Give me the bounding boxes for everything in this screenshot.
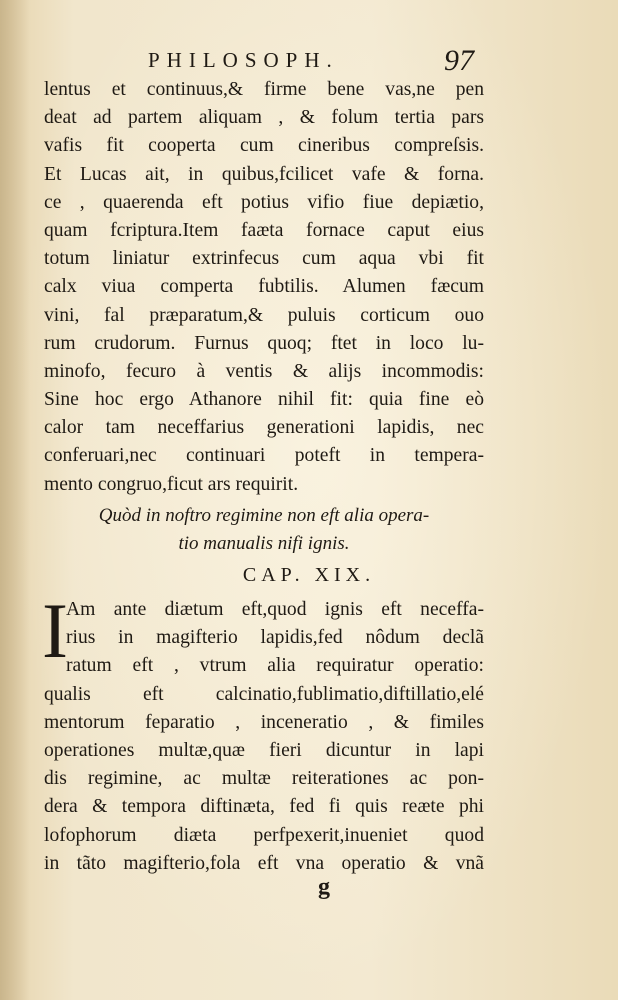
text-line: mentorum feparatio , inceneratio , & fimiles <box>44 711 484 733</box>
text-line: dis regimine, ac multæ reiterationes ac pon- <box>44 768 484 790</box>
text-line: qualis eft calcinatio,fublimatio,diftillatio,elé <box>44 683 484 705</box>
page-number: 97 <box>444 44 474 77</box>
text-line: rius in magifterio lapidis,fed nôdum declã <box>66 627 484 649</box>
page-gutter-shadow <box>0 0 30 1000</box>
text-line: minofo, fecuro à ventis & alijs incommodis: <box>44 360 484 382</box>
chapter-number: CAP. XIX. <box>242 564 376 586</box>
running-head-title: PHILOSOPH. <box>148 48 339 72</box>
chapter-heading <box>44 502 484 558</box>
text-line: conferuari,nec continuari poteft in tempera- <box>44 445 484 467</box>
text-line: calx viua comperta fubtilis. Alumen fæcum <box>44 276 484 298</box>
text-line: operationes multæ,quæ fieri dicuntur in lapi <box>44 739 484 761</box>
text-line: Am ante diætum eft,quod ignis eft neceffa- <box>66 599 484 620</box>
text-line: dera & tempora diftinæta, fed fi quis reæte phi <box>44 796 484 818</box>
text-line: totum liniatur extrinfecus cum aqua vbi fit <box>44 248 484 270</box>
text-line: Et Lucas ait, in quibus,fcilicet vafe & forna. <box>44 163 484 185</box>
text-line: rum crudorum. Furnus quoq; ftet in loco lu- <box>44 332 484 354</box>
text-line: ce , quaerenda eft potius vifio fiue depiætio, <box>44 191 484 213</box>
text-line: in tãto magifterio,fola eft vna operatio & vnã <box>44 852 484 874</box>
drop-cap: I <box>42 587 68 674</box>
text-line: deat ad partem aliquam , & folum tertia pars <box>44 107 484 129</box>
text-line: vini, fal præparatum,& puluis corticum ouo <box>44 304 484 326</box>
text-line: lentus et continuus,& firme bene vas,ne pen <box>44 79 484 100</box>
text-line: Sine hoc ergo Athanore nihil fit: quia fine eò <box>44 389 484 411</box>
chapter-heading-line: tio manualis nifi ignis. <box>178 533 350 554</box>
chapter-heading-line: Quòd in noftro regimine non eft alia opera- <box>98 505 430 526</box>
text-line: ratum eft , vtrum alia requiratur operatio: <box>66 655 484 677</box>
chapter-text <box>44 596 484 878</box>
body-text <box>44 76 484 499</box>
text-line: mento congruo,ficut ars requirit. <box>44 473 299 495</box>
text-line: vafis fit cooperta cum cineribus compreſsis. <box>44 135 484 157</box>
signature-mark: g <box>318 874 330 900</box>
text-line: calor tam neceffarius generationi lapidis, nec <box>44 417 484 439</box>
text-line: lofophorum diæta perfpexerit,inueniet quod <box>44 824 484 846</box>
text-line: quam fcriptura.Item faæta fornace caput eius <box>44 219 484 241</box>
